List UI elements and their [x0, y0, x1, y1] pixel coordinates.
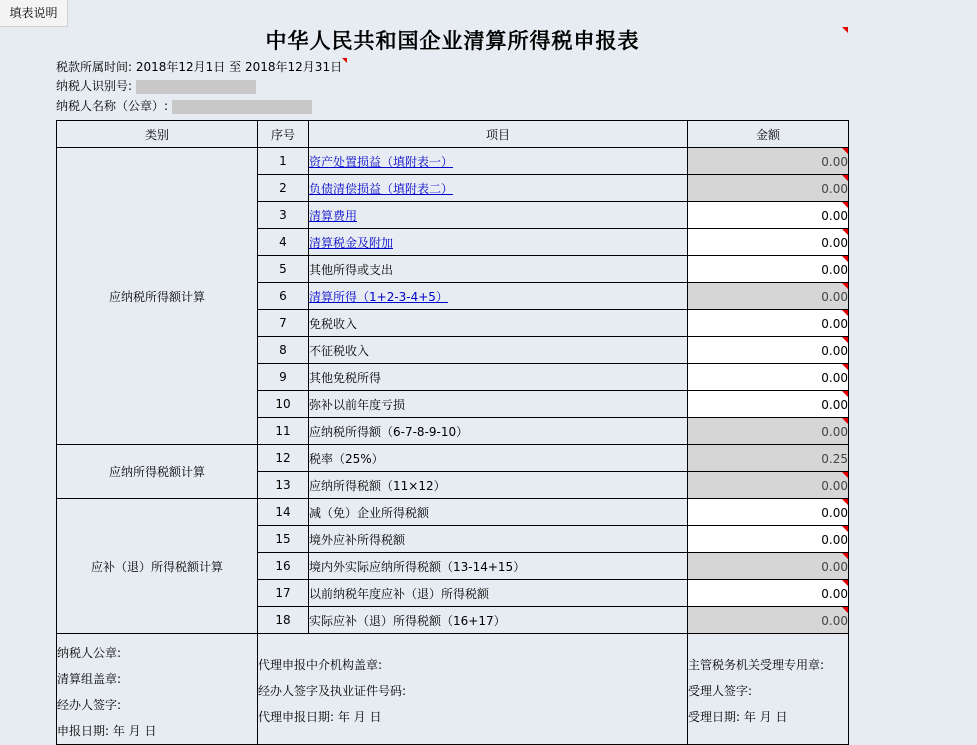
row-seq: 18	[258, 607, 309, 634]
comment-marker-icon[interactable]	[842, 310, 848, 316]
row-item	[309, 310, 688, 337]
taxpayer-id	[56, 77, 256, 94]
amount-computed	[688, 472, 849, 499]
row-seq: 11	[258, 418, 309, 445]
comment-marker-icon[interactable]	[842, 607, 848, 613]
amount-value: 0.00	[821, 370, 848, 385]
amount-input[interactable]	[688, 229, 849, 256]
comment-marker-icon[interactable]	[842, 175, 848, 181]
row-item	[309, 607, 688, 634]
row-item	[309, 256, 688, 283]
row-seq: 2	[258, 175, 309, 202]
row-item	[309, 175, 688, 202]
row-seq: 6	[258, 283, 309, 310]
amount-computed	[688, 607, 849, 634]
row-item	[309, 283, 688, 310]
amount-value: 0.00	[821, 424, 848, 439]
amount-input[interactable]	[688, 256, 849, 283]
signature-row	[57, 634, 849, 745]
comment-marker-icon[interactable]	[842, 418, 848, 424]
row-item-link[interactable]: 清算所得（1+2-3-4+5）	[309, 289, 448, 304]
row-item	[309, 580, 688, 607]
table-row	[57, 499, 849, 526]
row-item-label: 应纳所得税额（11×12）	[309, 478, 446, 493]
row-item	[309, 148, 688, 175]
row-seq: 16	[258, 553, 309, 580]
amount-value: 0.00	[821, 559, 848, 574]
row-item	[309, 499, 688, 526]
row-item-label: 免税收入	[309, 316, 358, 331]
amount-value: 0.00	[821, 343, 848, 358]
tax-period-start: 2018年12月1日	[135, 60, 226, 74]
row-seq: 15	[258, 526, 309, 553]
signature-line: 代理申报中介机构盖章:	[258, 658, 383, 672]
comment-marker-icon[interactable]	[842, 256, 848, 262]
signature-line: 经办人签字:	[57, 698, 122, 712]
row-seq: 10	[258, 391, 309, 418]
row-item-label: 其他所得或支出	[309, 262, 394, 277]
amount-computed	[688, 553, 849, 580]
amount-value: 0.00	[821, 208, 848, 223]
amount-value: 0.00	[821, 262, 848, 277]
signature-taxpayer	[57, 634, 258, 745]
signature-agent	[258, 634, 688, 745]
amount-value: 0.00	[821, 316, 848, 331]
signature-line: 纳税人公章:	[57, 646, 122, 660]
amount-input[interactable]	[688, 526, 849, 553]
comment-marker-icon[interactable]	[842, 148, 848, 154]
row-seq: 1	[258, 148, 309, 175]
comment-marker-icon[interactable]	[842, 27, 848, 33]
header-category: 类别	[57, 121, 258, 148]
header-amount: 金额	[688, 121, 849, 148]
category-cell: 应纳所得税额计算	[57, 445, 258, 499]
amount-value: 0.00	[821, 289, 848, 304]
amount-input[interactable]	[688, 310, 849, 337]
table-row	[57, 148, 849, 175]
row-item-label: 境内外实际应纳所得税额（13-14+15）	[309, 559, 526, 574]
tax-period-sep: 至	[229, 60, 242, 74]
row-item-link[interactable]: 负债清偿损益（填附表二）	[309, 181, 454, 196]
declaration-table	[56, 120, 849, 745]
amount-value: 0.00	[821, 181, 848, 196]
row-item	[309, 364, 688, 391]
table-row	[57, 445, 849, 472]
comment-marker-icon[interactable]	[342, 58, 347, 63]
amount-computed	[688, 283, 849, 310]
tax-period	[56, 58, 347, 75]
tax-period-end: 2018年12月31日	[245, 60, 343, 74]
comment-marker-icon[interactable]	[842, 580, 848, 586]
row-item-link[interactable]: 资产处置损益（填附表一）	[309, 154, 454, 169]
row-seq: 14	[258, 499, 309, 526]
row-item	[309, 391, 688, 418]
taxpayer-id-label: 纳税人识别号:	[56, 79, 133, 93]
taxpayer-name-label: 纳税人名称（公章）:	[56, 99, 169, 113]
comment-marker-icon[interactable]	[842, 364, 848, 370]
amount-computed	[688, 175, 849, 202]
amount-value: 0.00	[821, 478, 848, 493]
row-item	[309, 526, 688, 553]
amount-value: 0.00	[821, 532, 848, 547]
comment-marker-icon[interactable]	[842, 391, 848, 397]
row-item-label: 其他免税所得	[309, 370, 382, 385]
tax-period-label: 税款所属时间:	[56, 60, 133, 74]
taxpayer-id-redacted	[136, 80, 256, 94]
signature-line: 申报日期: 年 月 日	[57, 724, 157, 738]
row-item-label: 弥补以前年度亏损	[309, 397, 406, 412]
signature-line: 受理人签字:	[688, 684, 753, 698]
row-item	[309, 229, 688, 256]
amount-input[interactable]	[688, 337, 849, 364]
row-item	[309, 418, 688, 445]
amount-value: 0.00	[821, 505, 848, 520]
table-header-row	[57, 121, 849, 148]
row-seq: 3	[258, 202, 309, 229]
row-seq: 9	[258, 364, 309, 391]
amount-value: 0.00	[821, 397, 848, 412]
comment-marker-icon[interactable]	[842, 499, 848, 505]
category-cell: 应纳税所得额计算	[57, 148, 258, 445]
signature-line: 受理日期: 年 月 日	[688, 710, 788, 724]
row-item-label: 实际应补（退）所得税额（16+17）	[309, 613, 506, 628]
row-item-link[interactable]: 清算费用	[309, 208, 358, 223]
row-item-label: 以前纳税年度应补（退）所得税额	[309, 586, 490, 601]
row-item-label: 减（免）企业所得税额	[309, 505, 430, 520]
comment-marker-icon[interactable]	[842, 283, 848, 289]
row-item-link[interactable]: 清算税金及附加	[309, 235, 394, 250]
row-item	[309, 337, 688, 364]
comment-marker-icon[interactable]	[842, 202, 848, 208]
row-item	[309, 472, 688, 499]
amount-input[interactable]	[688, 499, 849, 526]
amount-computed	[688, 418, 849, 445]
signature-line: 经办人签字及执业证件号码:	[258, 684, 407, 698]
header-seq: 序号	[258, 121, 309, 148]
help-button[interactable]: 填表说明	[0, 0, 68, 27]
signature-line: 主管税务机关受理专用章:	[688, 658, 825, 672]
comment-marker-icon[interactable]	[842, 553, 848, 559]
row-item-label: 应纳税所得额（6-7-8-9-10）	[309, 424, 469, 439]
amount-value: 0.25	[821, 451, 848, 466]
row-item-label: 境外应补所得税额	[309, 532, 406, 547]
amount-computed	[688, 445, 849, 472]
row-seq: 7	[258, 310, 309, 337]
comment-marker-icon[interactable]	[842, 229, 848, 235]
amount-value: 0.00	[821, 613, 848, 628]
amount-input[interactable]	[688, 364, 849, 391]
signature-authority	[688, 634, 849, 745]
row-seq: 17	[258, 580, 309, 607]
row-seq: 5	[258, 256, 309, 283]
comment-marker-icon[interactable]	[842, 526, 848, 532]
amount-value: 0.00	[821, 235, 848, 250]
amount-computed	[688, 148, 849, 175]
row-seq: 12	[258, 445, 309, 472]
row-item	[309, 202, 688, 229]
amount-value: 0.00	[821, 154, 848, 169]
amount-input[interactable]	[688, 580, 849, 607]
amount-input[interactable]	[688, 391, 849, 418]
amount-value: 0.00	[821, 586, 848, 601]
comment-marker-icon[interactable]	[842, 472, 848, 478]
row-seq: 13	[258, 472, 309, 499]
category-cell: 应补（退）所得税额计算	[57, 499, 258, 634]
row-item	[309, 445, 688, 472]
signature-line: 清算组盖章:	[57, 672, 122, 686]
signature-line: 代理申报日期: 年 月 日	[258, 710, 382, 724]
taxpayer-name-redacted	[172, 100, 312, 114]
amount-input[interactable]	[688, 202, 849, 229]
row-seq: 4	[258, 229, 309, 256]
row-seq: 8	[258, 337, 309, 364]
taxpayer-name	[56, 97, 312, 114]
row-item-label: 税率（25%）	[309, 451, 384, 466]
header-item: 项目	[309, 121, 688, 148]
row-item-label: 不征税收入	[309, 343, 370, 358]
form-title: 中华人民共和国企业清算所得税申报表	[265, 28, 640, 53]
comment-marker-icon[interactable]	[842, 337, 848, 343]
row-item	[309, 553, 688, 580]
